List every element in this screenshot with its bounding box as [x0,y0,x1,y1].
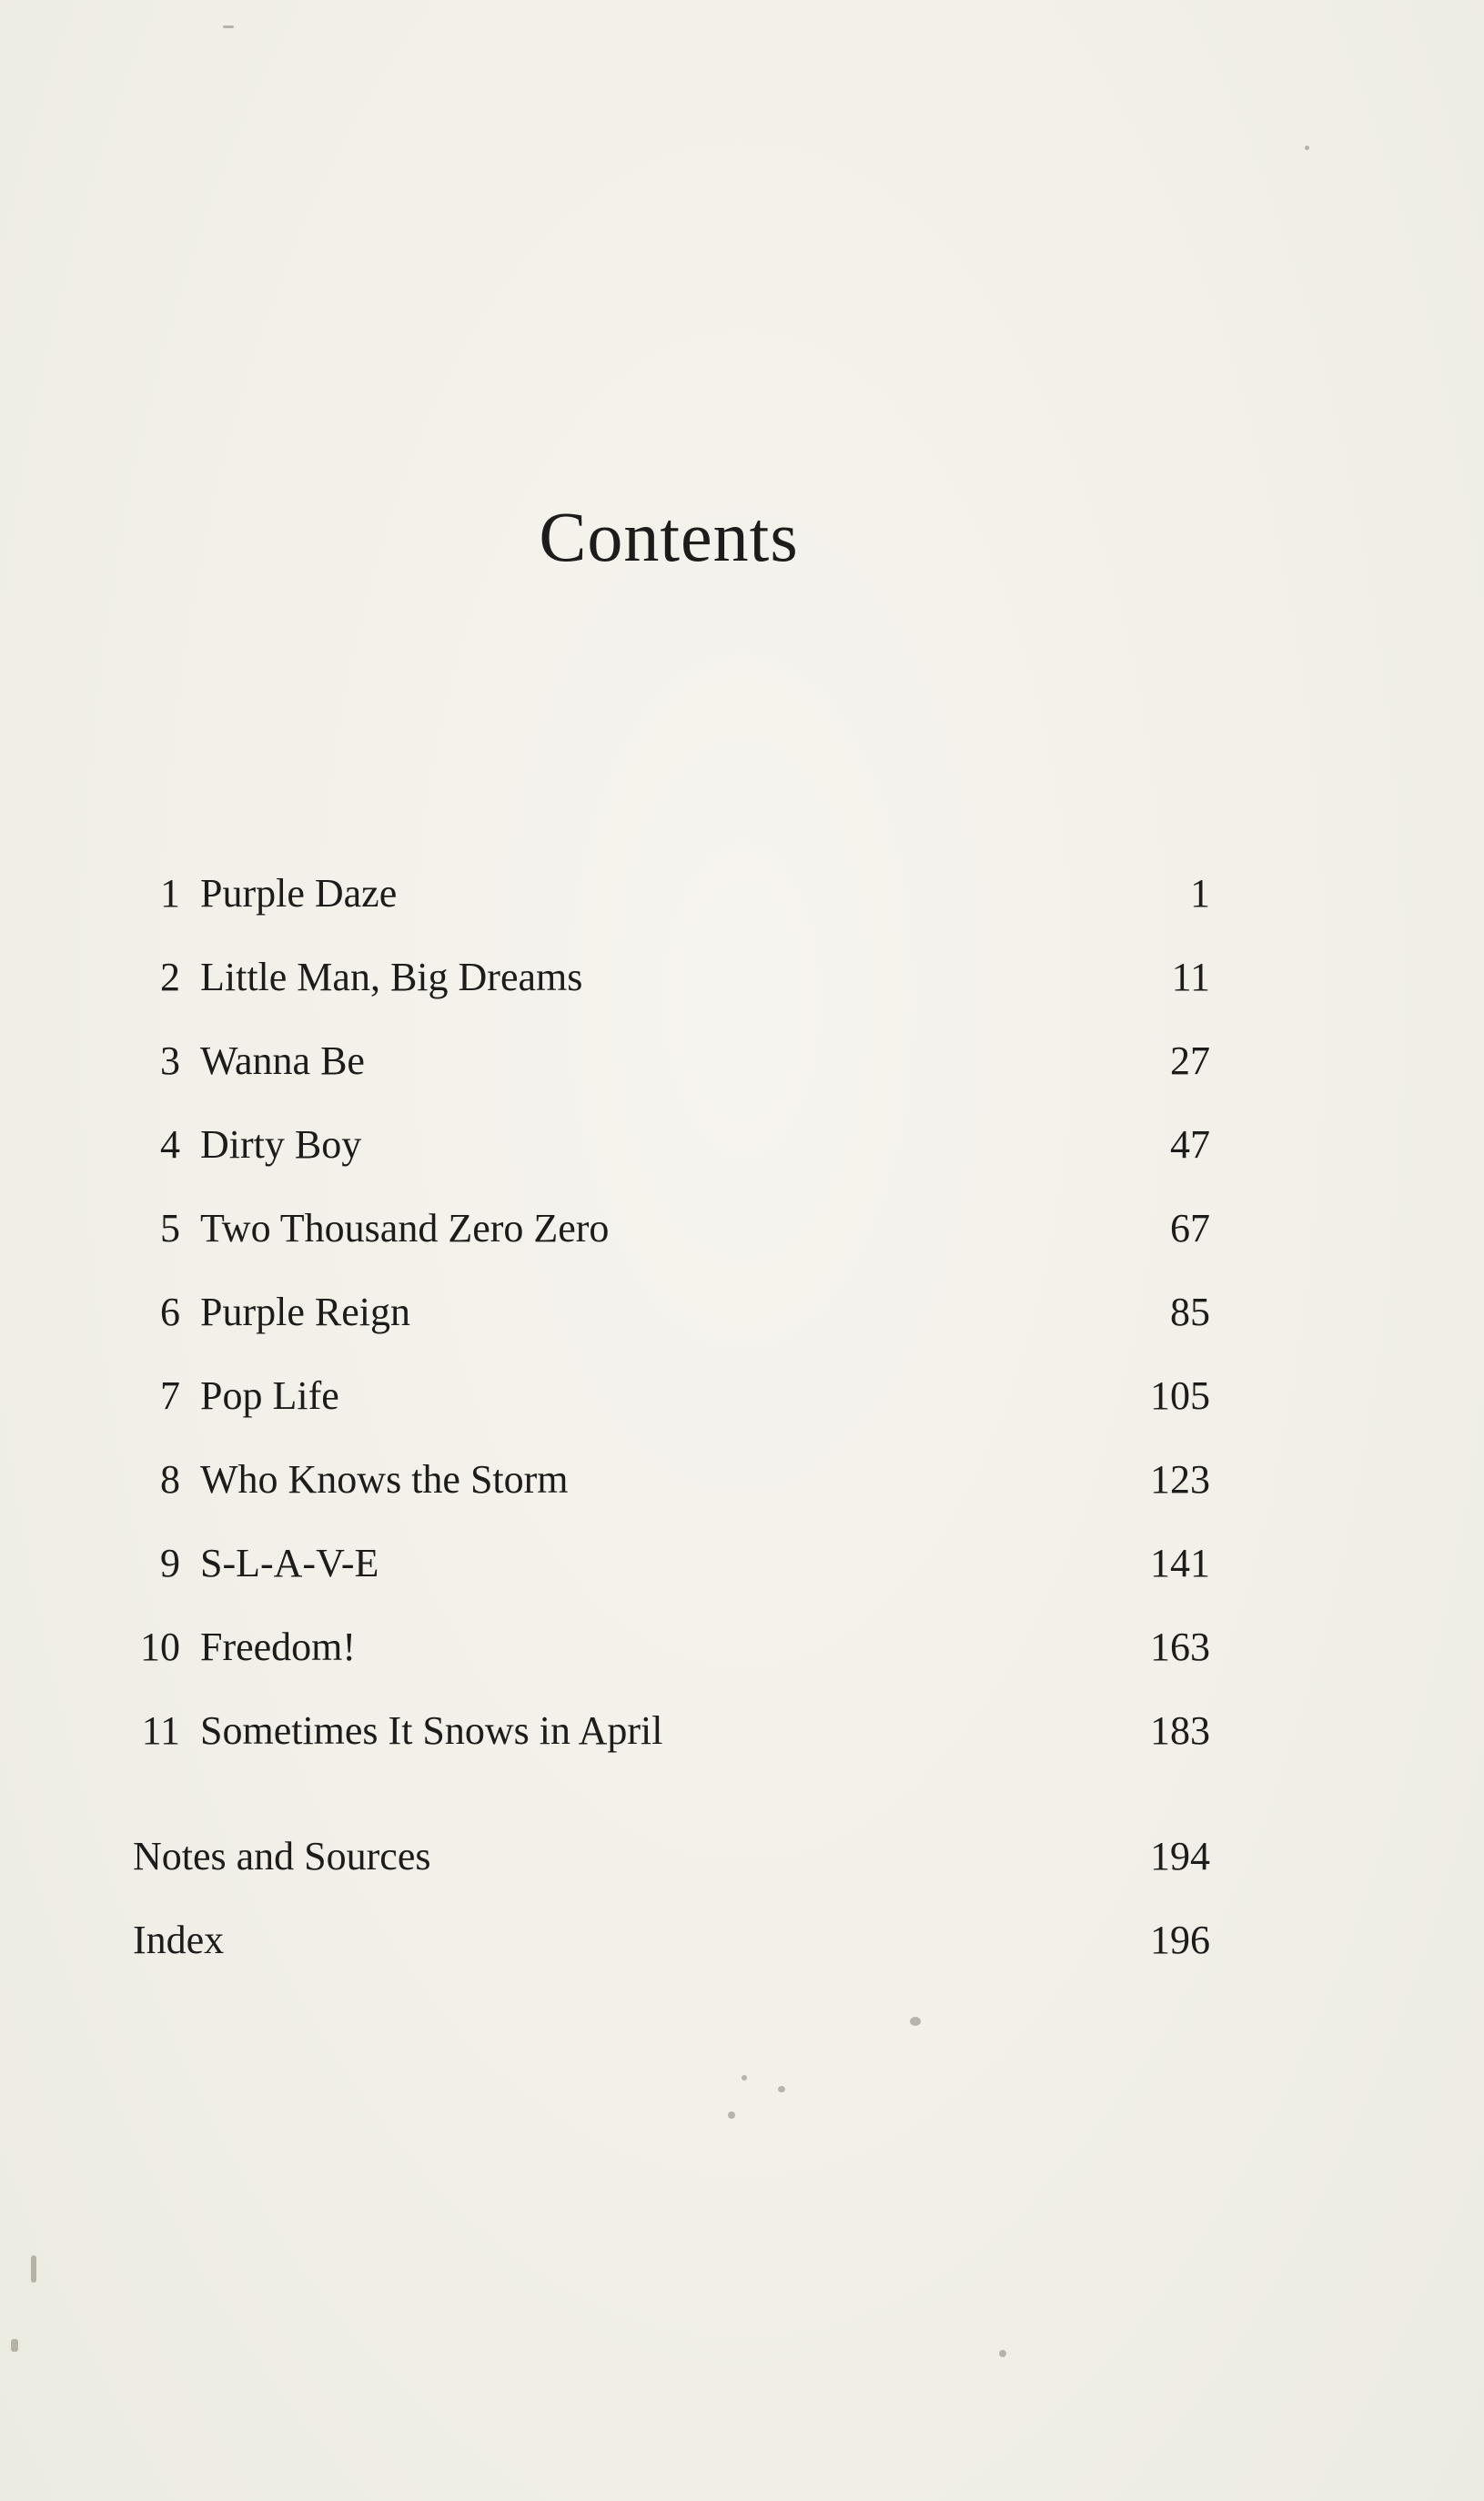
toc-entry [127,1620,1210,1675]
page-number: 123 [1150,1457,1210,1502]
chapter-title: Who Knows the Storm [200,1457,569,1502]
page-number: 27 [1170,1038,1210,1083]
paper-speck [728,2111,735,2119]
chapter-title: Freedom! [200,1625,357,1669]
chapter-title: Pop Life [200,1373,339,1418]
toc-entry [127,1536,1210,1591]
toc-entry [127,1285,1210,1340]
chapter-title: Wanna Be [200,1038,365,1083]
chapter-number: 11 [141,1708,180,1753]
page-number: 196 [1150,1918,1210,1962]
back-matter-title: Index [133,1918,225,1962]
chapter-title: S-L-A-V-E [200,1541,379,1585]
chapter-number: 4 [160,1122,180,1167]
chapter-number: 7 [160,1373,180,1418]
toc-back-matter-entry [127,1913,1210,1968]
toc-entry [127,1201,1210,1256]
chapter-title: Dirty Boy [200,1122,362,1167]
chapter-number: 8 [160,1457,180,1502]
back-matter-title: Notes and Sources [133,1834,431,1878]
page-number: 141 [1150,1541,1210,1585]
toc-entry [127,1369,1210,1423]
chapter-title: Purple Reign [200,1290,410,1334]
page-number: 1 [1190,871,1210,916]
toc-back-matter-entry [127,1829,1210,1884]
chapter-number: 5 [160,1206,180,1250]
paper-speck [778,2086,785,2092]
page-number: 47 [1170,1122,1210,1167]
page-number: 85 [1170,1290,1210,1334]
chapter-title: Little Man, Big Dreams [200,955,583,999]
page-number: 183 [1150,1708,1210,1753]
toc-entry [127,1118,1210,1172]
chapter-title: Sometimes It Snows in April [200,1708,663,1753]
toc-entry [127,866,1210,921]
paper-speck [910,2017,921,2026]
page-number: 163 [1150,1625,1210,1669]
paper-speck [999,2350,1006,2357]
chapter-number: 3 [160,1038,180,1083]
chapter-title: Two Thousand Zero Zero [200,1206,610,1250]
chapter-number: 6 [160,1290,180,1334]
page-number: 67 [1170,1206,1210,1250]
chapter-number: 10 [140,1625,180,1669]
paper-speck [11,2339,18,2352]
chapter-number: 1 [160,871,180,916]
chapter-number: 2 [160,955,180,999]
page-title: Contents [539,497,799,576]
paper-speck [742,2075,747,2081]
toc-entry [127,1453,1210,1507]
paper-speck [223,25,234,28]
chapter-title: Purple Daze [200,871,398,916]
page-number: 194 [1150,1834,1210,1878]
chapter-number: 9 [160,1541,180,1585]
toc-entry [127,950,1210,1005]
toc-entry [127,1034,1210,1088]
paper-speck [1305,146,1309,150]
toc-entry [127,1704,1210,1758]
paper-speck [31,2255,36,2283]
page-number: 105 [1150,1373,1210,1418]
page-number: 11 [1171,955,1210,999]
